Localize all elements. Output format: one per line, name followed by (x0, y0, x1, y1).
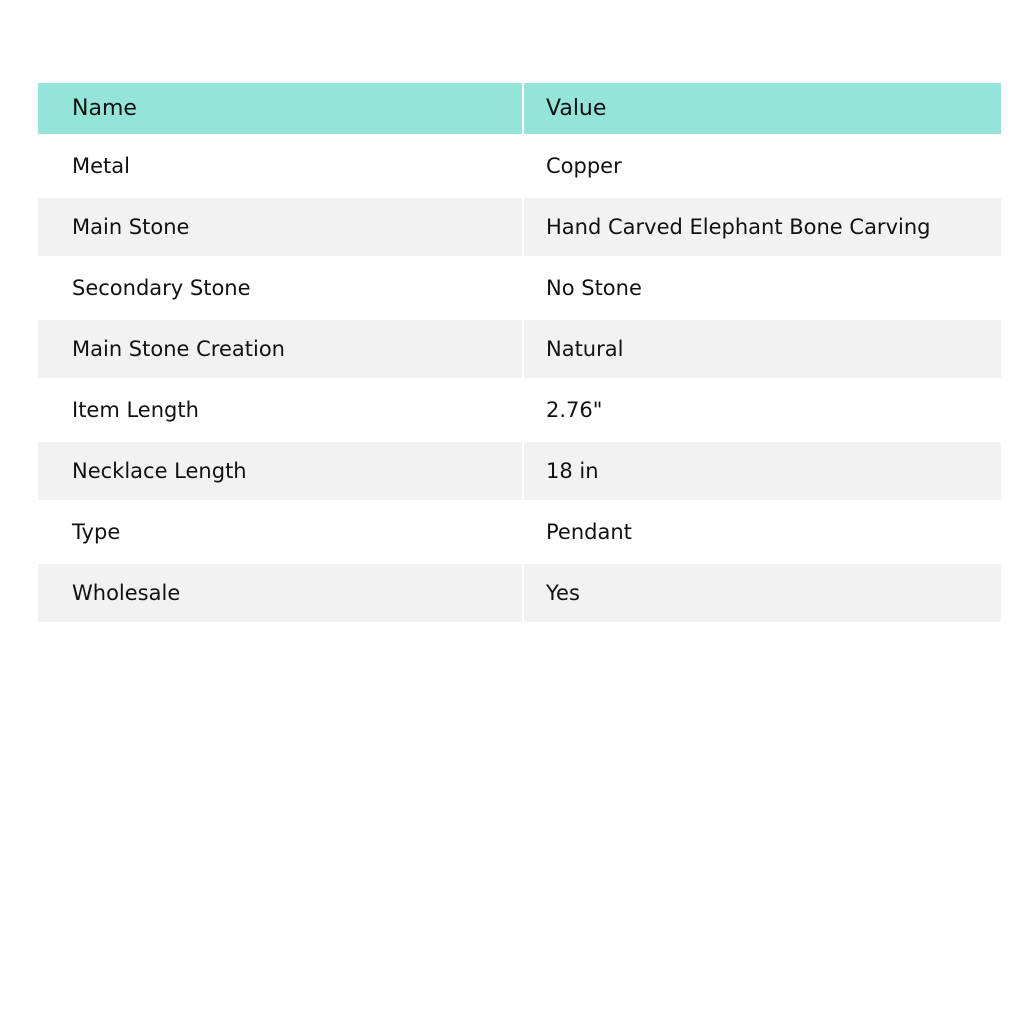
row-value-cell: Pendant (546, 520, 632, 544)
header-row (38, 83, 1001, 134)
table-row (38, 378, 1001, 442)
table-row (38, 256, 1001, 320)
column-header-value: Value (546, 96, 607, 121)
row-name-cell: Secondary Stone (38, 256, 523, 320)
table-row (38, 320, 1001, 378)
table-row (38, 442, 1001, 500)
row-name-cell: Main Stone Creation (38, 320, 523, 378)
row-name-cell: Type (38, 500, 523, 564)
table-row (38, 564, 1001, 622)
row-value-cell: Hand Carved Elephant Bone Carving (546, 215, 931, 239)
row-value-cell: Yes (546, 581, 580, 605)
row-name-cell: Item Length (38, 378, 523, 442)
row-name-cell: Main Stone (38, 198, 523, 256)
row-name-cell: Necklace Length (38, 442, 523, 500)
row-value-cell: 2.76" (546, 398, 603, 422)
table-row (38, 500, 1001, 564)
row-value-cell: Natural (546, 337, 624, 361)
table-body (38, 134, 1001, 622)
table-row (38, 198, 1001, 256)
table-row (38, 134, 1001, 198)
row-name-cell: Metal (38, 134, 523, 198)
table-header (38, 83, 1001, 134)
row-name-cell: Wholesale (38, 564, 523, 622)
row-value-cell: 18 in (546, 459, 599, 483)
row-value-cell: Copper (546, 154, 622, 178)
spec-table (38, 83, 1001, 622)
column-header-name: Name (38, 83, 523, 134)
row-value-cell: No Stone (546, 276, 642, 300)
